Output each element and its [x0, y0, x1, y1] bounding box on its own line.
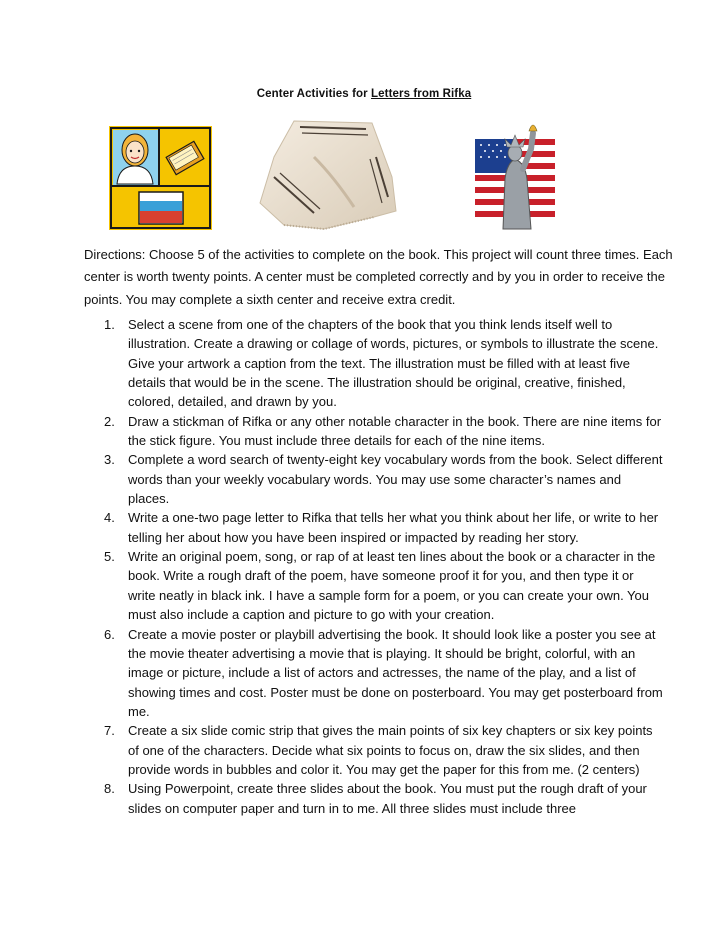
item-number: 3. [104, 452, 115, 468]
list-item [84, 450, 664, 508]
list-item [84, 412, 664, 451]
list-item [84, 508, 664, 547]
list-item [84, 721, 664, 779]
title-prefix: Center Activities for [256, 88, 372, 100]
item-number: 7. [104, 723, 115, 739]
item-number: 1. [104, 317, 115, 332]
title-book: Letters from Rifka [371, 88, 472, 100]
item-text: Write a one-two page letter to Rifka that tells her what you think about her life, or write to her telling her about how you have been inspired or impacted by reading her story. [128, 510, 659, 545]
prayer-shawl-image [254, 117, 404, 233]
item-number: 2. [104, 413, 115, 429]
item-text: Select a scene from one of the chapters of the book that you think lends itself well to illustration. Create a drawing or collage of words, pictures, or symbols to illustrate the scene. Give your artwork a caption from the text. The illustration must be filled with at least five details that would be in the scene. The illustration should be original, creative, finished, colored, detailed, and drawn by you. [128, 317, 659, 410]
item-text: Write an original poem, song, or rap of at least ten lines about the book or a character in the book. Write a rough draft of the poem, have someone proof it for you, and then type it or write neatly in black ink. I have a sample form for a poem, or you can create your own. You must also include a caption and picture to go with your creation. [128, 549, 656, 623]
item-text: Draw a stickman of Rifka or any other notable character in the book. There are nine items for the stick figure. You must include three details for each of the nine items. [128, 413, 662, 449]
item-number: 6. [104, 626, 115, 642]
item-number: 8. [104, 781, 115, 797]
activities-list [84, 315, 664, 818]
list-item [84, 779, 664, 818]
item-number: 4. [104, 510, 115, 526]
item-text: Complete a word search of twenty-eight key vocabulary words from the book. Select different words than your weekly vocabulary words. You may use some character’s names and places. [128, 452, 663, 507]
item-text: Create a six slide comic strip that gives the main points of six key chapters or six key points of one of the characters. Decide what six points to focus on, draw the six slides, and then provide words in bubbles and color it. You may get the paper for this from me. (2 centers) [128, 723, 653, 777]
item-text: Using Powerpoint, create three slides about the book. You must put the rough draft of your slides on computer paper and turn in to me. All three slides must include three [128, 781, 647, 816]
item-number: 5. [104, 549, 115, 565]
list-item [84, 315, 664, 412]
page-title [0, 88, 728, 100]
list-item [84, 547, 664, 624]
directions-paragraph: Directions: Choose 5 of the activities to complete on the book. This project will count three times. Each center is worth twenty points. A center must be completed correctly and by you in order to receive the points. You may complete a sixth center and receive extra credit. [84, 247, 673, 307]
list-item [84, 625, 664, 722]
teacher-clipart-image [109, 126, 212, 230]
statue-of-liberty-image [469, 119, 557, 230]
item-text: Create a movie poster or playbill advertising the book. It should look like a poster you see at the movie theater advertising a movie that is playing. It should be bright, colorful, with an image or picture, include a list of actors and actresses, the name of the play, and a list of showing times and cost. Poster must be done on posterboard. You may get posterboard from me. [128, 626, 663, 719]
